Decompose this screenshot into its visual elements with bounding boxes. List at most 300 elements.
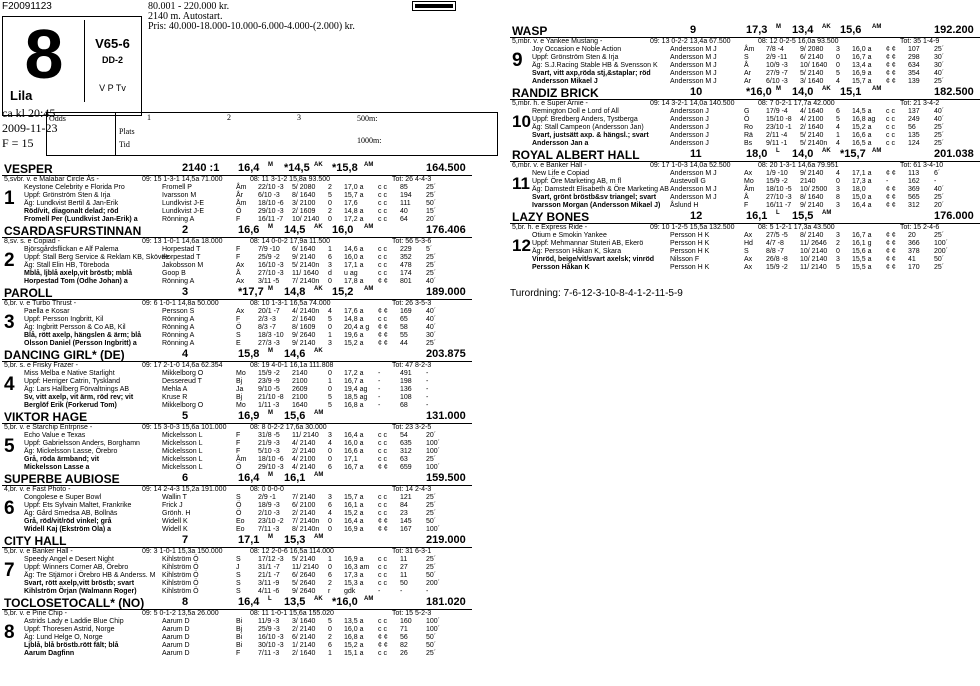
form-cell: 8 (836, 194, 840, 201)
form-cell: Widell Kaj (Ekström Ola) a (24, 526, 112, 533)
form-cell: Andersson J (670, 108, 709, 115)
form-cell: Lundkvist J-E (162, 200, 205, 207)
form-line (2, 370, 472, 378)
form-cell: 8/ 1640 (800, 194, 824, 201)
form-cell: Persson Håkan K (532, 264, 590, 271)
form-cell: 40´ (426, 324, 437, 331)
record-second-suffix: AK (314, 596, 323, 602)
record-third: 15,6 (840, 24, 862, 36)
form-cell: 17/12 -3 (258, 556, 284, 563)
form-cell: Jakobsson M (162, 262, 204, 269)
form-line (510, 124, 980, 132)
form-cell: Ivarsson Morgan (Andersson Mikael J) (532, 202, 661, 209)
form-cell: 15,6 a (852, 248, 872, 255)
form-cell: 2/ 2140 (292, 448, 316, 455)
form-cell: 15,2 a (344, 510, 364, 517)
odds-label: Odds (49, 114, 66, 123)
form-cell: 29/10 -3 (258, 464, 284, 471)
form-cell: E (236, 340, 241, 347)
form-cell: 16,0 a (344, 440, 364, 447)
form-cell: 58 (400, 324, 408, 331)
record-main: 16,9 (238, 410, 260, 422)
form-cell: Lundkvist J-E (162, 208, 205, 215)
form-cell: 20 (908, 232, 916, 239)
form-cell: Grönh. H (162, 510, 191, 517)
form-cell: c c (378, 254, 387, 261)
form-cell: 0 (836, 62, 840, 69)
form-cell: Äg: Damstedt Elisabeth & Öre Marketing AB (532, 186, 669, 193)
form-cell: 19,6 a (344, 332, 364, 339)
stats-2009: 09: 3 1-0-1 15,3a 150.000 (142, 548, 223, 555)
form-cell: 5/ 2080 (292, 184, 316, 191)
form-cell: 20´ (934, 202, 945, 209)
form-cell: 15/10 -8 (766, 116, 792, 123)
track-condition: F = 15 (2, 136, 34, 150)
form-cell: 16,5 a (852, 140, 872, 147)
form-line (2, 254, 472, 262)
record-main: *17,7 (238, 286, 264, 298)
form-cell: 17,2 a (344, 370, 364, 377)
form-cell: 145 (400, 518, 412, 525)
earnings: 203.875 (426, 348, 466, 360)
form-line (510, 248, 980, 256)
form-cell: 3 (328, 340, 332, 347)
form-cell: 4 (328, 308, 332, 315)
stats-total: Tot: 35 1-4-9 (900, 38, 940, 45)
form-cell: 15´ (426, 208, 437, 215)
form-cell: 7/9 -10 (258, 246, 280, 253)
form-cell: Uppf: Grönström Sten & Irja (532, 54, 619, 61)
form-cell: Åm (236, 184, 247, 191)
form-cell: 113 (908, 170, 920, 177)
stats-2009: 09: 15 3-0-3 15,6a 101.000 (142, 424, 227, 431)
form-line (2, 440, 472, 448)
form-cell: ¢ ¢ (886, 202, 896, 209)
form-cell: 4 (836, 124, 840, 131)
form-cell: S (744, 248, 749, 255)
pedigree: 4,br. v. e Fast Photo - (4, 486, 71, 493)
race-info (148, 2, 355, 32)
form-cell: 16,8 ag (852, 116, 876, 123)
form-cell: 25´ (934, 264, 945, 271)
form-cell: Andersson M J (670, 194, 717, 201)
earnings: 192.200 (934, 24, 974, 36)
form-cell: 6/ 2640 (292, 572, 316, 579)
record-third-suffix: AM (364, 224, 374, 230)
form-cell: 14,8 a (344, 208, 364, 215)
entry-header (2, 596, 472, 610)
form-cell: Kihlström Ö (162, 588, 199, 595)
form-cell: 249 (908, 116, 920, 123)
form-line (2, 378, 472, 386)
form-cell: 2/ 2140 (292, 510, 316, 517)
post-position: 4 (182, 348, 189, 360)
form-cell: 5´ (426, 246, 433, 253)
record-main: 16,4 (238, 162, 260, 174)
form-cell: - (426, 394, 429, 401)
form-cell: 25´ (426, 456, 437, 463)
form-cell: 18,0 (852, 186, 866, 193)
form-cell: 40´ (934, 186, 945, 193)
form-cell: Äg: Lars Hallberg Förvaltnings AB (24, 386, 130, 393)
entry-header (2, 472, 472, 486)
stats-2009: 09: 10 1-2-5 15,5a 132.500 (650, 224, 735, 231)
form-cell: 22/10 -3 (258, 184, 284, 191)
form-cell: Persson H K (670, 248, 710, 255)
form-cell: Mo (236, 402, 246, 409)
form-cell: 6/10 -3 (766, 78, 788, 85)
record-second-suffix: AK (822, 24, 831, 30)
form-cell: - (426, 386, 429, 393)
record-second: *14,5 (284, 162, 310, 174)
form-cell: 107 (908, 46, 920, 53)
form-cell: S (236, 588, 241, 595)
form-line (2, 642, 472, 650)
form-cell: 21/1 -7 (258, 572, 280, 579)
form-cell: Remington Doll e Lord of All (532, 108, 619, 115)
form-cell: S (236, 580, 241, 587)
form-cell: Rönning A (162, 340, 195, 347)
form-cell: - (378, 386, 381, 393)
stats-line (2, 238, 472, 246)
program-code: F20091123 (2, 1, 52, 12)
form-cell: Åm (236, 200, 247, 207)
form-cell: 5/ 2140 (800, 132, 824, 139)
form-cell: 25´ (426, 564, 437, 571)
entry-header (2, 224, 472, 238)
form-line (2, 432, 472, 440)
stats-total: Tot: 14 2-4-3 (392, 486, 432, 493)
form-cell: 16/10 -3 (258, 262, 284, 269)
form-line (510, 264, 980, 272)
horse-entry (2, 286, 472, 348)
form-cell: 0 (328, 448, 332, 455)
form-cell: År (236, 192, 243, 199)
stats-line (2, 300, 472, 308)
form-line (2, 184, 472, 192)
form-cell: 25´ (934, 132, 945, 139)
form-line (510, 70, 980, 78)
form-cell: 9/ 2140 (800, 202, 824, 209)
form-cell: 5 (328, 394, 332, 401)
form-cell: 6/ 2100 (292, 502, 316, 509)
form-cell: 11/ 2140 (292, 564, 319, 571)
form-cell: Andersson M J (670, 78, 717, 85)
form-cell: 25´ (426, 270, 437, 277)
form-cell: - (378, 394, 381, 401)
form-cell: Mickelsson L (162, 448, 203, 455)
stats-2009: 09: 5 0-1-2 13,5a 26.000 (142, 610, 219, 617)
horse-entry (2, 596, 472, 658)
form-cell: c c (378, 432, 387, 439)
form-cell: 13,5 a (344, 618, 364, 625)
record-main-suffix: L (776, 210, 780, 216)
form-cell: 2140 (292, 370, 308, 377)
form-cell: 565 (908, 194, 920, 201)
record-main: 17,1 (238, 534, 260, 546)
form-cell: 2 (836, 240, 840, 247)
form-cell: 3/ 2100 (292, 200, 316, 207)
form-cell: 5 (328, 192, 332, 199)
form-cell: 11/ 2140 (800, 264, 827, 271)
form-cell: 16,0 a (344, 254, 364, 261)
form-line (510, 202, 980, 210)
form-cell: Ro (744, 124, 753, 131)
form-cell: Ö (236, 510, 242, 517)
form-line (2, 402, 472, 410)
form-cell: 162 (908, 178, 920, 185)
form-cell: 0 (836, 54, 840, 61)
form-cell: 4/7 -8 (766, 240, 784, 247)
form-cell: 84 (400, 502, 408, 509)
form-cell: S (744, 54, 749, 61)
form-cell: 16/10 -3 (258, 634, 284, 641)
horse-name: ROYAL ALBERT HALL (512, 148, 640, 162)
form-cell: 30´ (426, 332, 437, 339)
form-cell: 0 (836, 178, 840, 185)
form-cell: c c (886, 132, 895, 139)
record-third-suffix: AM (364, 596, 374, 602)
form-cell: 6/ 2140 (292, 634, 316, 641)
form-cell: c c (378, 440, 387, 447)
stats-2008: 08: 7 0-2-1 17,7a 42.000 (758, 100, 835, 107)
form-cell: Äg: Tre Stjärnor i Örebro HB & Anderss. M (24, 572, 156, 579)
form-cell: Bi (236, 618, 243, 625)
form-cell: 16,0 a (852, 46, 872, 53)
form-line (2, 456, 472, 464)
form-cell: Mehla A (162, 386, 188, 393)
form-cell: 2 (328, 184, 332, 191)
form-cell: Svart, grönt bröstb&sv triangel; svart (532, 194, 657, 201)
form-cell: Uppf: Grönström Sten & Irja (24, 192, 111, 199)
form-line (2, 494, 472, 502)
record-second: 15,6 (284, 410, 306, 422)
form-cell: 16,7 a (852, 54, 872, 61)
start-number: 3 (4, 312, 15, 333)
form-cell: 27/5 -5 (766, 232, 788, 239)
form-cell: 0 (328, 386, 332, 393)
form-cell: 4 (836, 78, 840, 85)
form-cell: 8/ 2140n (292, 526, 320, 533)
form-cell: 174 (400, 270, 412, 277)
horseshoe-icon (412, 1, 456, 14)
form-line (2, 634, 472, 642)
form-cell: ¢ ¢ (378, 332, 388, 339)
form-cell: 15/9 -2 (258, 370, 280, 377)
form-cell: ¢ ¢ (886, 240, 896, 247)
form-cell: F (236, 650, 241, 657)
form-cell: 9/ 2640 (292, 588, 316, 595)
form-cell: 54 (400, 432, 408, 439)
stats-2008: 08: 12 2-0-6 16,5a 114.000 (250, 548, 334, 555)
form-cell: 7/ 2140n (292, 278, 320, 285)
stats-2009: 09: 17 1-0-3 14,0a 52.500 (650, 162, 731, 169)
earnings: 159.500 (426, 472, 466, 484)
form-cell: 68 (400, 402, 408, 409)
form-cell: 15,2 a (344, 340, 364, 347)
entry-header (2, 162, 472, 176)
form-cell: 491 (400, 370, 412, 377)
form-cell: 6´ (934, 170, 941, 177)
form-cell: Andersson M J (670, 46, 717, 53)
form-cell: Congolese e Super Bowl (24, 494, 102, 501)
stats-line (510, 100, 980, 108)
form-cell: Ax (744, 264, 753, 271)
form-cell: 14,6 a (344, 246, 364, 253)
form-cell: 2/ 1640 (292, 650, 316, 657)
form-cell: Vinröd, beige/vit/svart axelsk; vinröd (532, 256, 655, 263)
form-cell: u ag (344, 270, 358, 277)
form-cell: 30´ (934, 62, 945, 69)
form-cell: Å (744, 194, 749, 201)
form-cell: 229 (400, 246, 412, 253)
form-cell: - (426, 402, 429, 409)
record-main: *16,0 (746, 86, 772, 98)
form-cell: Bj (236, 626, 243, 633)
form-cell: 16/11 -7 (258, 216, 284, 223)
horse-name: RANDIZ BRICK (512, 86, 599, 100)
form-cell: 15,3 a (344, 580, 364, 587)
form-cell: F (236, 448, 241, 455)
form-cell: Ivarsson M (162, 192, 197, 199)
form-cell: 17,3 a (344, 572, 364, 579)
form-cell: 3/ 1640 (292, 618, 316, 625)
stats-2009: 09: 15 1-3-1 14,5a 71.000 (142, 176, 223, 183)
form-cell: 11/9 -3 (258, 618, 280, 625)
form-cell: Mikkelborg O (162, 370, 204, 377)
record-main-suffix: M (268, 348, 273, 354)
form-cell: c c (378, 184, 387, 191)
right-column (510, 24, 980, 272)
form-cell: 0 (328, 200, 332, 207)
horse-name: DANCING GIRL* (DE) (4, 348, 125, 362)
form-cell: 55 (400, 332, 408, 339)
form-cell: 11 (400, 572, 408, 579)
stats-2009: 09: 14 2-4-3 15,2a 191.000 (142, 486, 227, 493)
form-cell: 16,7 a (852, 232, 872, 239)
form-cell: Andersson M J (670, 186, 717, 193)
form-cell: 17,1 a (852, 170, 872, 177)
form-cell: 4/ 1640 (800, 108, 824, 115)
horse-name: LAZY BONES (512, 210, 590, 224)
form-cell: 15,5 a (852, 256, 872, 263)
record-third: 16,0 (332, 224, 354, 236)
form-cell: Grå, röd/vit/röd vinkel; grå (24, 518, 112, 525)
form-cell: Persson H K (670, 232, 710, 239)
form-cell: 124 (908, 140, 920, 147)
form-cell: 50´ (426, 634, 437, 641)
form-cell: 50´ (426, 572, 437, 579)
form-cell: 160 (400, 618, 412, 625)
prizes: Pris: 40.000-18.000-10.000-6.000-4.000-(2.000) kr. (148, 21, 355, 32)
form-cell: 9/ 2140 (292, 254, 316, 261)
form-cell: - (378, 588, 381, 595)
form-cell: 20´ (426, 432, 437, 439)
form-cell: 25´ (426, 192, 437, 199)
form-cell: 16,4 a (344, 432, 364, 439)
odds-divider (115, 113, 116, 155)
form-cell: Åslund H (670, 202, 699, 209)
form-cell: 8/3 -7 (258, 324, 276, 331)
form-cell: 15/9 -2 (766, 264, 788, 271)
form-cell: Ax (236, 308, 245, 315)
form-cell: 11/ 2140 (292, 432, 319, 439)
form-cell: Rä (744, 132, 753, 139)
form-cell: 2/10 -3 (258, 510, 280, 517)
horse-name: SUPERBE AUBIOSE (4, 472, 120, 486)
form-cell: 1 (328, 378, 332, 385)
form-cell: Svart, rött axelp,vitt bröstb; svart (24, 580, 135, 587)
record-second: 16,1 (284, 472, 306, 484)
form-cell: 4/ 2140 (292, 440, 316, 447)
record-second-suffix: AK (314, 348, 323, 354)
form-cell: 352 (400, 254, 412, 261)
form-cell: 85 (400, 184, 408, 191)
form-cell: Uppf: Gabrielsson Anders, Borghamn (24, 440, 140, 447)
form-cell: Ljblå, blå bröstb.rött fält; blå (24, 642, 119, 649)
horse-name: WASP (512, 24, 548, 38)
stats-2008: 08: 12 0-2-5 16,0a 93.500 (758, 38, 839, 45)
form-cell: 3/ 1640 (800, 78, 824, 85)
form-cell: c c (378, 626, 387, 633)
form-cell: 23/9 -9 (258, 378, 280, 385)
form-cell: Andersson J (670, 124, 709, 131)
form-cell: New Life e Copiad (532, 170, 590, 177)
form-cell: 21/10 -8 (258, 394, 284, 401)
form-cell: ¢ ¢ (886, 54, 896, 61)
form-cell: 2/11 -4 (766, 132, 788, 139)
form-cell: ¢ ¢ (886, 78, 896, 85)
split-1000-label: 1000m: (357, 136, 382, 145)
form-cell: 15,7 a (852, 78, 872, 85)
earnings: 182.500 (934, 86, 974, 98)
earnings: 176.406 (426, 224, 466, 236)
form-cell: 8/ 1640 (292, 192, 316, 199)
record-second-suffix: AM (314, 410, 324, 416)
form-cell: 27/3 -3 (258, 340, 280, 347)
start-number: 4 (4, 374, 15, 395)
form-cell: Äg: Lund Helge O, Norge (24, 634, 103, 641)
form-cell: 44 (400, 340, 408, 347)
form-cell: c c (378, 456, 387, 463)
form-cell: 0 (328, 526, 332, 533)
pedigree: 6,mbr. v. e Banker Hall - (512, 162, 587, 169)
form-line (510, 256, 980, 264)
form-cell: Åm (744, 46, 755, 53)
form-cell: 15,0 a (852, 194, 872, 201)
form-cell: Aarum D (162, 618, 190, 625)
form-cell: c c (378, 618, 387, 625)
form-line (2, 324, 472, 332)
form-cell: 170 (908, 264, 920, 271)
form-cell: 6 (328, 254, 332, 261)
form-cell: 9/ 2140 (800, 170, 824, 177)
form-line (510, 140, 980, 148)
form-cell: 0 (328, 626, 332, 633)
form-cell: Frick J (162, 502, 183, 509)
form-cell: 1 (328, 556, 332, 563)
form-cell: Bs (744, 140, 753, 147)
form-cell: Ö (236, 324, 242, 331)
horse-entry (510, 210, 980, 272)
form-cell: Wallin T (162, 494, 187, 501)
form-cell: Ö (236, 464, 242, 471)
stats-2008: 08: 14 0-0-2 17,9a 11.500 (250, 238, 331, 245)
earnings: 219.000 (426, 534, 466, 546)
earnings: 181.020 (426, 596, 466, 608)
form-cell: F (236, 440, 241, 447)
stats-2008: 08: 5 1-2-1 17,3a 43.500 (758, 224, 835, 231)
